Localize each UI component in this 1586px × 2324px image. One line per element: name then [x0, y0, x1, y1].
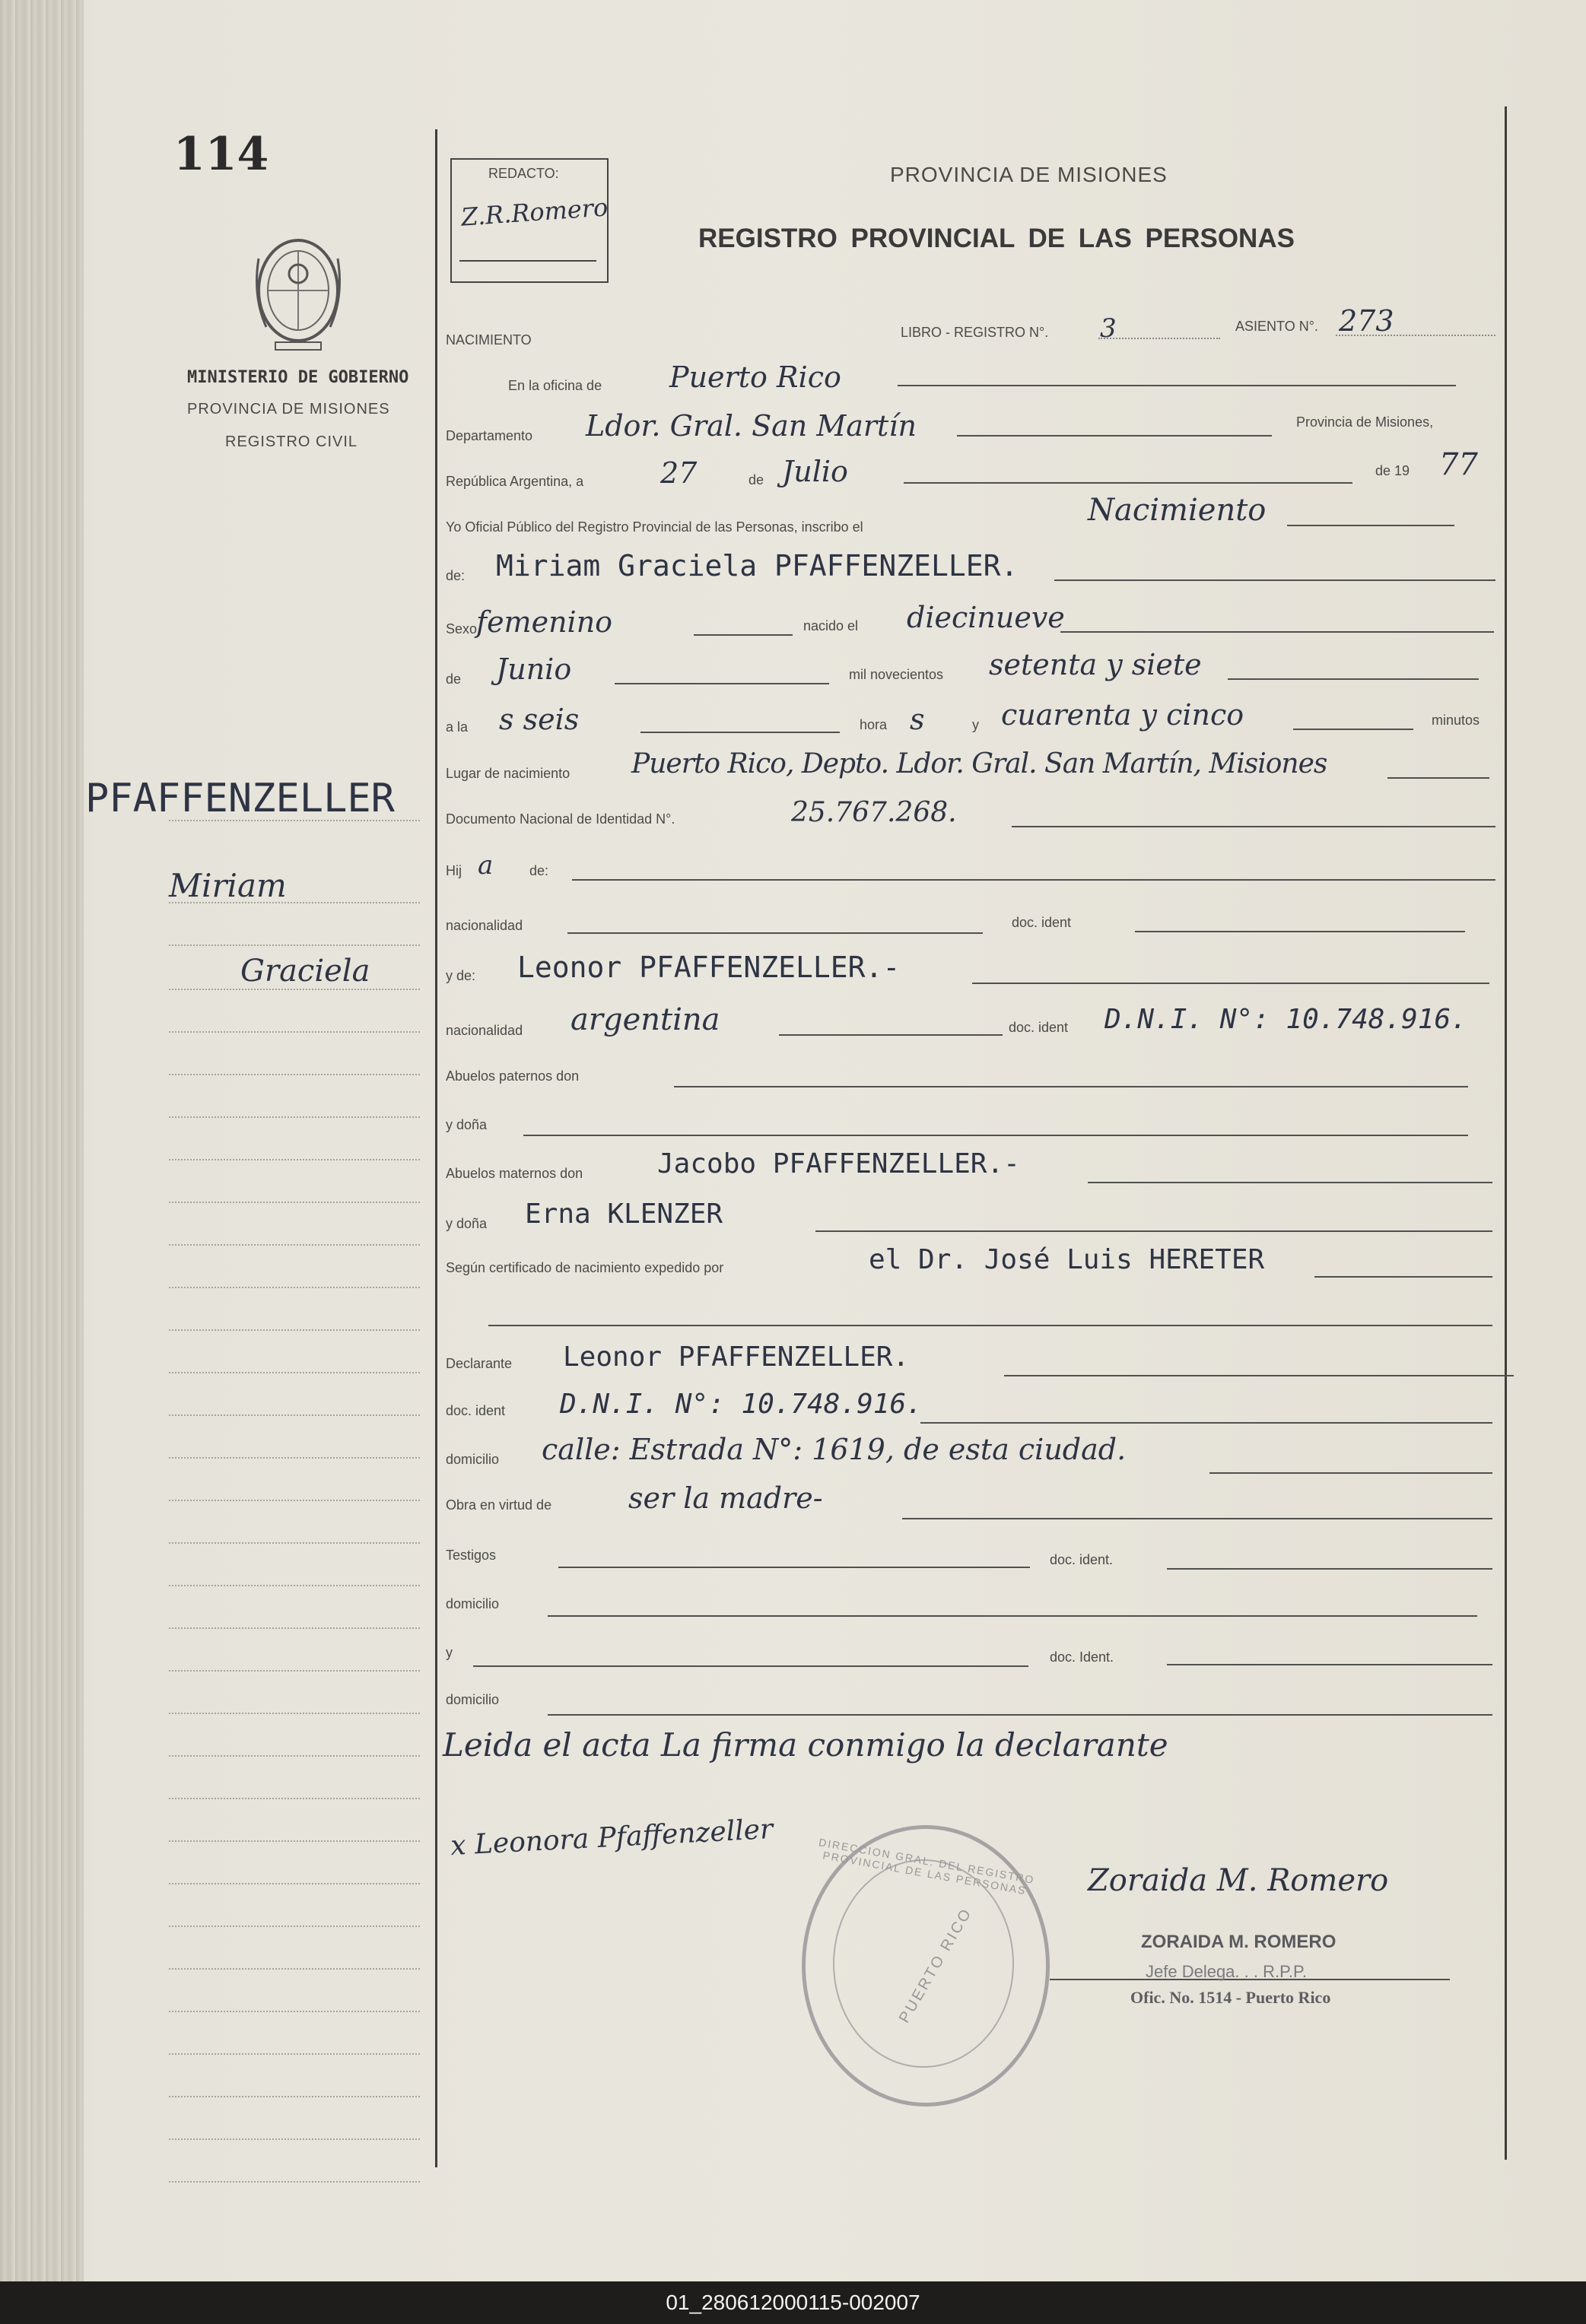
sexo-label: Sexo — [446, 621, 478, 637]
documento-label: Documento Nacional de Identidad N°. — [446, 811, 675, 827]
redacto-box — [450, 158, 609, 283]
segun-label: Según certificado de nacimiento expedido por — [446, 1260, 724, 1275]
month-value: Julio — [782, 455, 848, 488]
official-seal — [802, 1825, 1050, 2107]
closing-statement: Leida el acta La firma conmigo la declarante — [443, 1726, 1168, 1764]
documento-value: 25.767.268. — [791, 797, 957, 828]
abuelos-mat-label: Abuelos maternos don — [446, 1166, 583, 1181]
departamento-value: Ldor. Gral. San Martín — [586, 409, 917, 443]
hij-value: a — [478, 850, 494, 881]
redacto-label: REDACTO: — [488, 166, 559, 181]
form-left-border — [435, 129, 437, 2167]
form-right-border — [1505, 106, 1507, 2160]
day-value: 27 — [660, 456, 698, 490]
lugar-label: Lugar de nacimiento — [446, 766, 571, 781]
declarante-label: Declarante — [446, 1356, 513, 1371]
y2-label: y — [446, 1645, 453, 1660]
republica-label: República Argentina, a — [446, 474, 584, 489]
official-signature: Zoraida M. Romero — [1088, 1863, 1389, 1898]
testigos-label: Testigos — [446, 1548, 497, 1563]
docident4-label: doc. ident. — [1050, 1552, 1114, 1567]
obra-value: ser la madre- — [628, 1481, 823, 1515]
image-id-footer: 01_280612000115-002007 — [0, 2281, 1586, 2324]
left-registry-label: REGISTRO CIVIL — [225, 433, 358, 450]
hij-label: Hij — [446, 863, 462, 878]
redacto-signature: Z.R.Romero — [459, 192, 609, 232]
obra-label: Obra en virtud de — [446, 1497, 552, 1513]
oficial-value: Nacimiento — [1088, 493, 1267, 528]
de-label: de — [749, 472, 764, 487]
oficial-label: Yo Oficial Público del Registro Provincial de las Personas, inscribo el — [446, 519, 863, 535]
y-label: y — [972, 717, 979, 732]
abuelos-mat-value: Jacobo PFAFFENZELLER.- — [657, 1148, 1020, 1179]
seal-center-text: PUERTO RICO — [895, 1904, 976, 2026]
oficina-value: Puerto Rico — [669, 360, 841, 394]
ydona1-label: y doña — [446, 1117, 488, 1132]
nacido-label: nacido el — [803, 618, 859, 633]
nac2-label: nacionalidad — [446, 1023, 523, 1038]
seal-outer-text: DIRECCION GRAL. DEL REGISTRO PROVINCIAL DE LAS PERSONAS — [818, 1836, 1036, 1897]
margin-name-1: Miriam — [169, 867, 287, 904]
domicilio3-label: domicilio — [446, 1692, 500, 1707]
de2-label: de: — [446, 568, 466, 583]
book-binding — [0, 0, 84, 2281]
stamp-office: Ofic. No. 1514 - Puerto Rico — [1130, 1988, 1331, 2007]
coat-of-arms-emblem — [245, 228, 351, 354]
record-type-label: NACIMIENTO — [446, 332, 532, 348]
header-title: REGISTRO PROVINCIAL DE LAS PERSONAS — [698, 224, 1295, 253]
declarant-signature: x Leonora Pfaffenzeller — [450, 1813, 774, 1862]
nacido-value: diecinueve — [907, 601, 1065, 634]
birth-month: Junio — [496, 652, 572, 686]
de4-label: de: — [529, 863, 549, 878]
name-value: Miriam Graciela PFAFFENZELLER. — [496, 549, 1019, 583]
departamento-label: Departamento — [446, 428, 533, 443]
docident1-label: doc. ident — [1012, 915, 1072, 930]
year-label: de 19 — [1375, 463, 1410, 478]
ydona2-value: Erna KLENZER — [525, 1199, 723, 1230]
mother-value: Leonor PFAFFENZELLER.- — [517, 951, 901, 984]
oficina-label: En la oficina de — [508, 378, 602, 393]
hora-label: hora — [860, 717, 888, 732]
nac1-label: nacionalidad — [446, 918, 523, 933]
header-province: PROVINCIA DE MISIONES — [890, 163, 1168, 186]
asiento-value: 273 — [1339, 304, 1394, 338]
year-value: 77 — [1439, 447, 1478, 482]
ydona2-label: y doña — [446, 1216, 488, 1231]
docident3-value: D.N.I. N°: 10.748.916. — [560, 1389, 923, 1420]
hora-value: s — [910, 703, 925, 736]
libro-label: LIBRO - REGISTRO N°. — [901, 325, 1049, 340]
page-number: 114 — [173, 128, 269, 181]
left-province-label: PROVINCIA DE MISIONES — [187, 401, 390, 417]
domicilio2-label: domicilio — [446, 1596, 500, 1611]
docident2-label: doc. ident — [1009, 1020, 1069, 1035]
segun-value: el Dr. José Luis HERETER — [869, 1244, 1265, 1275]
docident3-label: doc. ident — [446, 1403, 506, 1418]
lugar-value: Puerto Rico, Depto. Ldor. Gral. San Martín, Misiones — [631, 748, 1327, 779]
libro-value: 3 — [1100, 313, 1117, 344]
margin-name-2: Graciela — [240, 954, 370, 989]
docident5-label: doc. Ident. — [1050, 1649, 1114, 1665]
asiento-label: ASIENTO N°. — [1235, 319, 1318, 334]
sexo-value: femenino — [476, 605, 613, 639]
abuelos-pat-label: Abuelos paternos don — [446, 1068, 580, 1084]
margin-surname: PFAFFENZELLER — [85, 776, 395, 821]
mil-label: mil novecientos — [849, 667, 944, 682]
provincia-label: Provincia de Misiones, — [1296, 414, 1434, 430]
domicilio1-label: domicilio — [446, 1452, 500, 1467]
nac2-value: argentina — [571, 1002, 720, 1037]
yde-label: y de: — [446, 968, 476, 983]
declarante-value: Leonor PFAFFENZELLER. — [563, 1341, 910, 1373]
minutos-label: minutos — [1432, 713, 1480, 728]
alas-value: s seis — [499, 703, 580, 736]
alas-label: a la — [446, 719, 469, 735]
ministry-label: MINISTERIO DE GOBIERNO — [187, 368, 409, 387]
de3-label: de — [446, 671, 462, 687]
stamp-role: Jefe Delega. . . R.P.P. — [1146, 1962, 1307, 1981]
minutos-value: cuarenta y cinco — [1001, 698, 1244, 732]
mil-value: setenta y siete — [989, 648, 1202, 681]
stamp-name: ZORAIDA M. ROMERO — [1141, 1932, 1336, 1952]
domicilio1-value: calle: Estrada N°: 1619, de esta ciudad. — [542, 1433, 1127, 1466]
docident2-value: D.N.I. N°: 10.748.916. — [1104, 1004, 1467, 1035]
